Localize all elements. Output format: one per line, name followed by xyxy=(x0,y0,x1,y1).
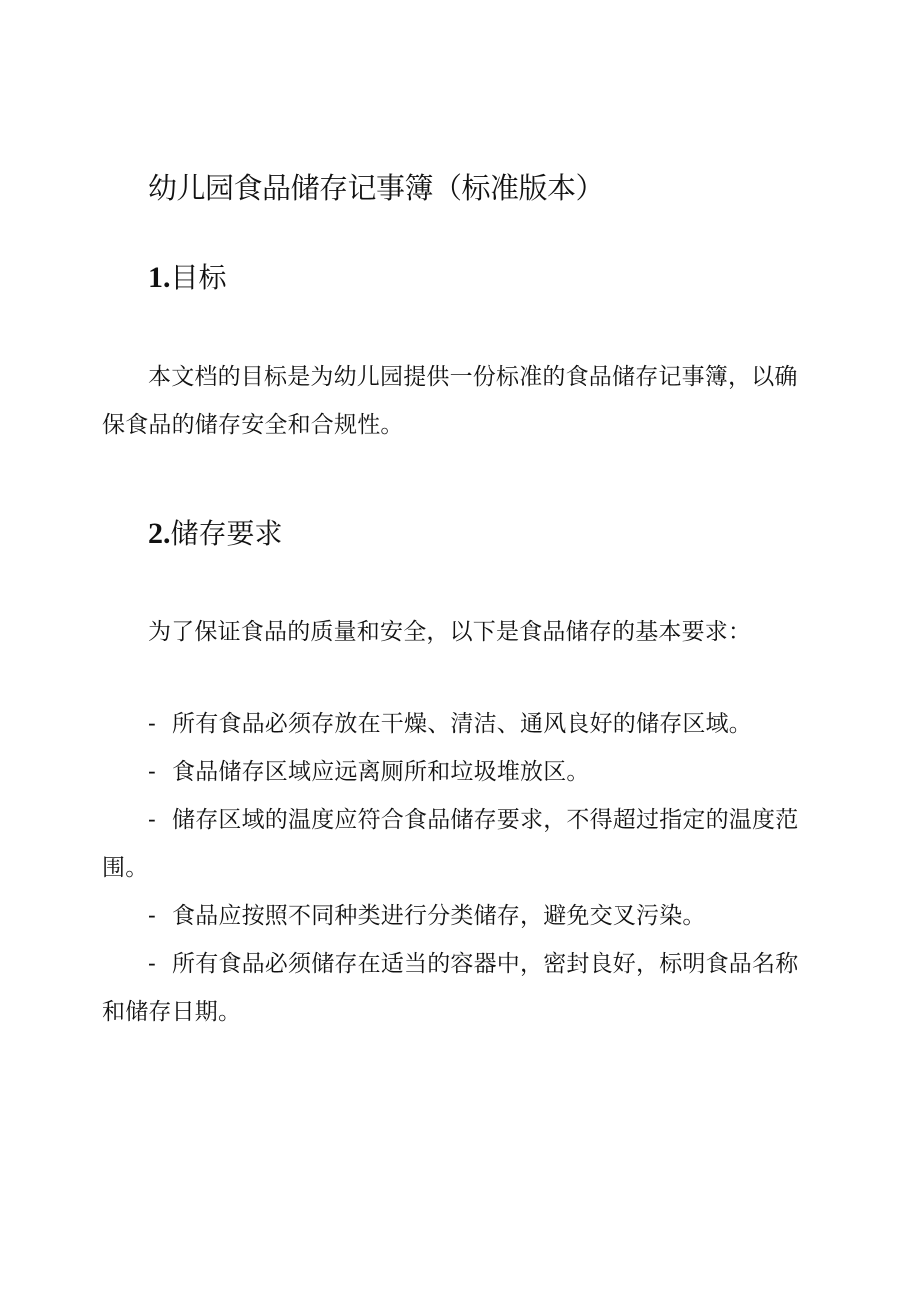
section-1-number: 1. xyxy=(148,261,171,294)
section-1-title: 目标 xyxy=(170,261,227,294)
list-item-text: 储存区域的温度应符合食品储存要求，不得超过指定的温度范围。 xyxy=(102,807,799,881)
storage-requirements-list xyxy=(102,700,802,1036)
bullet-dash: - xyxy=(148,711,156,737)
list-item xyxy=(102,892,802,940)
section-2-intro-paragraph: 为了保证食品的质量和安全，以下是食品储存的基本要求： xyxy=(148,619,752,645)
list-item-text: 所有食品必须存放在干燥、清洁、通风良好的储存区域。 xyxy=(172,711,752,737)
bullet-dash: - xyxy=(148,903,156,929)
list-item-text: 所有食品必须储存在适当的容器中，密封良好，标明食品名称和储存日期。 xyxy=(102,951,799,1025)
section-1-heading xyxy=(148,258,227,298)
document-title: 幼儿园食品储存记事簿（标准版本） xyxy=(148,171,605,205)
list-item xyxy=(102,748,802,796)
list-item xyxy=(102,940,802,1036)
bullet-dash: - xyxy=(148,951,156,977)
section-1-paragraph: 本文档的目标是为幼儿园提供一份标准的食品储存记事簿，以确保食品的储存安全和合规性。 xyxy=(102,364,798,438)
list-item-text: 食品应按照不同种类进行分类储存，避免交叉污染。 xyxy=(172,903,706,929)
section-2-number: 2. xyxy=(148,517,171,550)
list-item xyxy=(102,700,802,748)
bullet-dash: - xyxy=(148,759,156,785)
list-item xyxy=(102,796,802,892)
bullet-dash: - xyxy=(148,807,156,833)
section-2-heading xyxy=(148,514,283,554)
section-2-title: 储存要求 xyxy=(170,517,283,550)
list-item-text: 食品储存区域应远离厕所和垃圾堆放区。 xyxy=(172,759,590,785)
